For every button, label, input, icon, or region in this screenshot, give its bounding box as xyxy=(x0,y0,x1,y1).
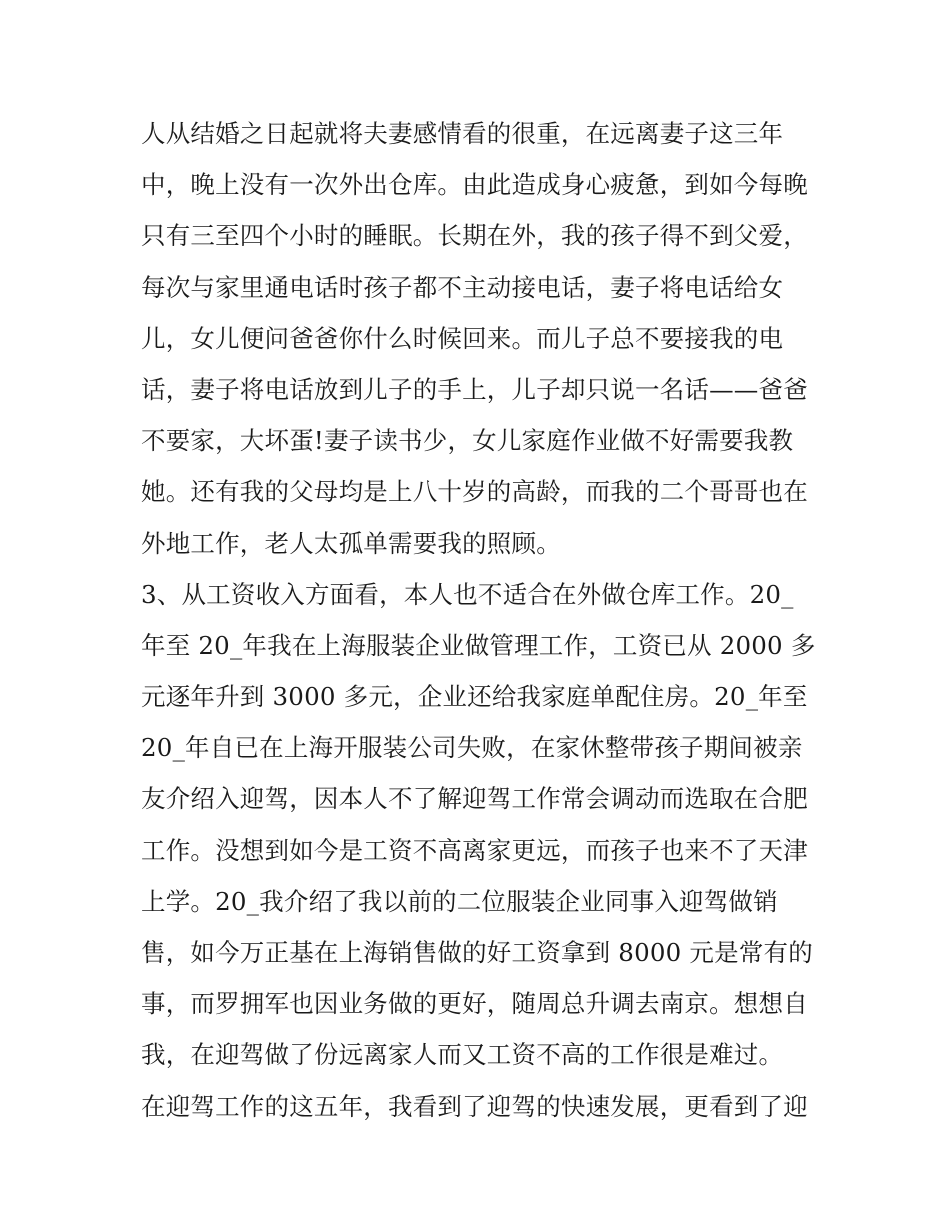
text-line-19: 我，在迎驾做了份远离家人而又工资不高的工作很是难过。 xyxy=(141,1040,784,1070)
text-line-18: 事，而罗拥军也因业务做的更好，随周总升调去南京。想想自 xyxy=(141,989,808,1019)
text-line-5: 儿，女儿便问爸爸你什么时候回来。而儿子总不要接我的电 xyxy=(141,323,784,353)
text-line-6: 话，妻子将电话放到儿子的手上，儿子却只说一名话——爸爸 xyxy=(141,374,808,404)
text-line-15: 工作。没想到如今是工资不高离家更远，而孩子也来不了天津 xyxy=(141,835,808,865)
text-line-3: 只有三至四个小时的睡眠。长期在外，我的孩子得不到父爱， xyxy=(141,221,808,251)
text-line-12: 元逐年升到 3000 多元，企业还给我家庭单配住房。20_年至 xyxy=(141,682,808,712)
text-line-1: 人从结婚之日起就将夫妻感情看的很重，在远离妻子这三年 xyxy=(141,119,784,148)
text-line-13: 20_年自已在上海开服装公司失败，在家休整带孩子期间被亲 xyxy=(141,733,803,763)
text-line-14: 友介绍入迎驾，因本人不了解迎驾工作常会调动而选取在合肥 xyxy=(141,784,808,814)
text-line-20: 在迎驾工作的这五年，我看到了迎驾的快速发展，更看到了迎 xyxy=(141,1091,808,1121)
text-line-4: 每次与家里通电话时孩子都不主动接电话，妻子将电话给女 xyxy=(141,272,784,302)
text-line-10: 3、从工资收入方面看，本人也不适合在外做仓库工作。20_ xyxy=(141,579,794,609)
text-line-16: 上学。20_我介绍了我以前的二位服装企业同事入迎驾做销 xyxy=(141,886,778,916)
body-text xyxy=(141,108,821,1132)
text-line-11: 年至 20_年我在上海服装企业做管理工作，工资已从 2000 多 xyxy=(141,630,816,660)
text-line-2: 中，晚上没有一次外出仓库。由此造成身心疲惫，到如今每晚 xyxy=(141,170,808,200)
text-line-17: 售，如今万正基在上海销售做的好工资拿到 8000 元是常有的 xyxy=(141,938,813,967)
text-line-7: 不要家，大坏蛋!妻子读书少，女儿家庭作业做不好需要我教 xyxy=(141,426,794,456)
text-line-8: 她。还有我的父母均是上八十岁的高龄，而我的二个哥哥也在 xyxy=(141,477,808,507)
text-line-9: 外地工作，老人太孤单需要我的照顾。 xyxy=(141,528,561,558)
